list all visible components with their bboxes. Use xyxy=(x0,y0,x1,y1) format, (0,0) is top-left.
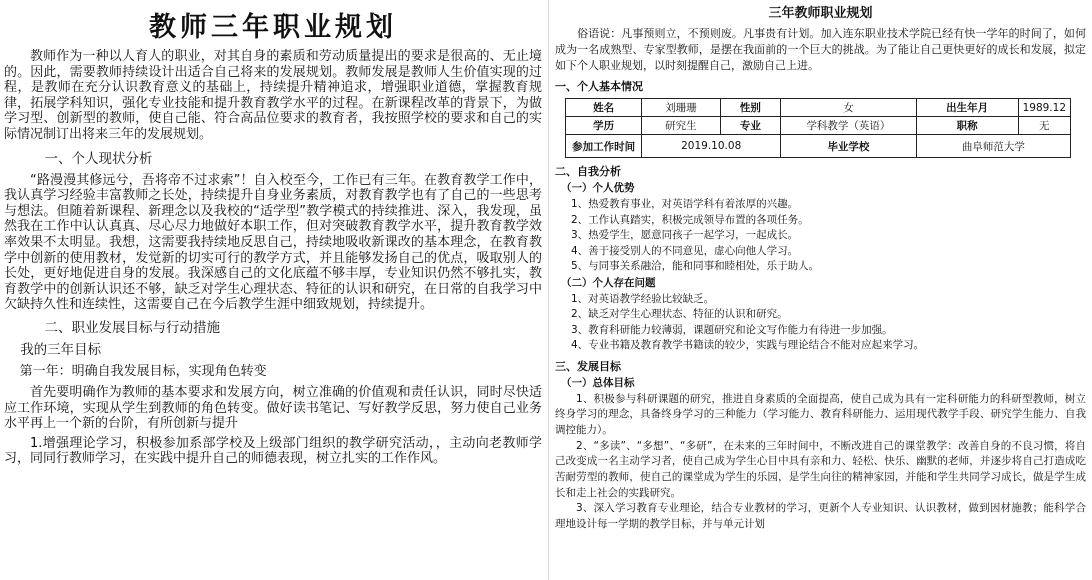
list-item: 2、“多读”、“多想”、“多研”，在未来的三年时间中，不断改进自己的课堂教学：改善自身的不良习惯，将自己改变成一名主动学习者，使自己成为学生心目中具有亲和力、轻松、快乐、幽默的老师，并逐步将自己打造成吃苦耐劳型的教师，使自己的课堂成为学生的乐园，是学生向往的精神家园，并能和学生共同学习成长，做是学生成长和走上社会的实践研究。 xyxy=(555,439,1086,499)
development-goals-heading: 三、发展目标 xyxy=(555,359,621,373)
name-label: 姓名 xyxy=(566,99,642,117)
list-item: 3、热爱学生，愿意同孩子一起学习，一起成长。 xyxy=(571,229,799,241)
status-paragraph: “路漫漫其修远兮，吾将帝不过求索”！自入校至今，工作已有三年。在教育教学工作中，我认真学习经验丰富教师之长处，持续提升自身业务素质，对教育教学也有了自己的一些思考与想法。但随着新课程、新理念以及我校的“适学型”教学模式的持续推进、深入，我发现，虽然我在工作中认认真真、尽心尽力地做好本职工作，但对突破教育教学水平，提升教育教学效率效果不太明显。我想，这需要我持续地反思自己，持续地吸收新课改的基本理念，在教育教学中创新的使用教材，发觉新的切实可行的教学方式，并且能够发扬自己的优点，吸取别人的长处，更好地促进自身的发展。我深感自己的文化底蕴不够丰厚，专业知识仍然不够扎实，教育教学中的创新认识还不够，缺乏对学生心理状态、特征的认识和研究，在日常的自我学习中欠缺持久性和连续性，这需要自己在今后教学生涯中细致规划，持续提升。 xyxy=(4,172,542,313)
list-item: 4、专业书籍及教育教学书籍读的较少，实践与理论结合不能对应起来学习。 xyxy=(571,339,925,351)
birth-label: 出生年月 xyxy=(916,99,1018,117)
basic-info-heading: 一、个人基本情况 xyxy=(555,80,643,93)
list-item: 3、深入学习教育专业理论，结合专业教材的学习，更新个人专业知识、认识教材，做到因材施教；能科学合理地设计每一学期的教学目标，并与单元计划 xyxy=(555,502,1086,531)
list-item: 2、缺乏对学生心理状态、特征的认识和研究。 xyxy=(571,308,788,320)
list-item: 1、对英语教学经验比较缺乏。 xyxy=(571,292,715,305)
three-year-goal-heading: 我的三年目标 xyxy=(20,341,102,358)
work-start-label: 参加工作时间 xyxy=(566,135,642,158)
list-item: 1、积极参与科研课题的研究，推进自身素质的全面提高，使自己成为具有一定科研能力的科研型教师，树立终身学习的理念，具备终身学习的三种能力（学习能力、教育科研能力、运用现代教学手段、研究学生能力、自我调控能力）。 xyxy=(555,392,1086,436)
name-value: 刘珊珊 xyxy=(642,99,720,117)
section-heading-goals: 二、职业发展目标与行动措施 xyxy=(44,319,220,336)
problems-heading: （二）个人存在问题 xyxy=(561,276,656,289)
basic-info-table xyxy=(565,98,1071,158)
overall-goals-heading: （一）总体目标 xyxy=(561,376,635,389)
list-item: 1、热爱教育事业，对英语学科有着浓厚的兴趣。 xyxy=(571,198,799,210)
list-item: 2、工作认真踏实，积极完成领导布置的各项任务。 xyxy=(571,213,809,226)
school-value: 曲阜师范大学 xyxy=(916,135,1070,158)
work-start-value: 2019.10.08 xyxy=(642,135,781,158)
job-title-label: 职称 xyxy=(916,117,1018,135)
school-label: 毕业学校 xyxy=(781,135,917,158)
gender-label: 性别 xyxy=(720,99,781,117)
goals-list xyxy=(555,392,1086,533)
list-item: 4、善于接受别人的不同意见，虚心向他人学习。 xyxy=(571,244,799,257)
list-item: 3、教育科研能力较薄弱，课题研究和论文写作能力有待进一步加强。 xyxy=(571,323,893,336)
job-title-value: 无 xyxy=(1018,117,1070,135)
strengths-heading: （一）个人优势 xyxy=(561,182,635,194)
first-year-paragraph: 首先要明确作为教师的基本要求和发展方向，树立准确的价值观和责任认识，同时尽快适应工作环境，实现从学生到教师的角色转变。做好读书笔记、写好教学反思，努力使自己业务水平再上一个新的台阶，有所创新与提升 xyxy=(4,384,542,432)
problems-list xyxy=(555,292,1086,354)
point-1-paragraph: 1.增强理论学习，积极参加系部学校及上级部门组织的教学研究活动，，主动向老教师学习，同同行教师学习，在实践中提升自己的师德表现，树立扎实的工作作风。 xyxy=(4,435,542,467)
list-item: 5、与同事关系融洽，能和同事和睦相处，乐于助人。 xyxy=(571,260,820,272)
education-value: 研究生 xyxy=(642,117,720,135)
right-intro-paragraph: 俗语说：凡事预则立，不预则废。凡事贵有计划。加入连东职业技术学院已经有快一学年的时间了，如何成为一名成熟型、专家型教师，是摆在我面前的一个巨大的挑战。为了能让自己更快更好的成长和发展，拟定如下个人职业规划，以时刻提醒自己，激励自己上进。 xyxy=(555,27,1086,72)
gender-value: 女 xyxy=(781,99,917,117)
section-heading-status: 一、个人现状分析 xyxy=(44,150,153,167)
left-page-title: 教师三年职业规划 xyxy=(149,12,397,43)
major-label: 专业 xyxy=(720,117,781,135)
birth-value: 1989.12 xyxy=(1018,99,1070,117)
first-year-heading: 第一年：明确自我发展目标，实现角色转变 xyxy=(19,363,267,379)
intro-paragraph: 教师作为一种以人育人的职业，对其自身的素质和劳动质量提出的要求是很高的、无止境的。因此，需要教师持续设计出适合自己将来的发展规划。教师发展是教师人生价值实现的过程，是教师在充分认识教育意义的基础上，持续提升精神追求，增强职业道德，掌握教育规律，拓展学科知识，强化专业技能和提升教育教学水平的过程。在新课程改革的背景下，为做学习型、创新型的教师，使自己能、符合高品位要求的教育者，我按照学校的要求和自己的实际情况制订出将来三年的发展规划。 xyxy=(4,49,542,142)
right-page xyxy=(548,0,1092,580)
strengths-list xyxy=(555,197,1086,275)
education-label: 学历 xyxy=(566,117,642,135)
self-analysis-heading: 二、自我分析 xyxy=(555,165,621,178)
right-page-title: 三年教师职业规划 xyxy=(768,6,873,21)
major-value: 学科教学（英语） xyxy=(781,117,917,135)
